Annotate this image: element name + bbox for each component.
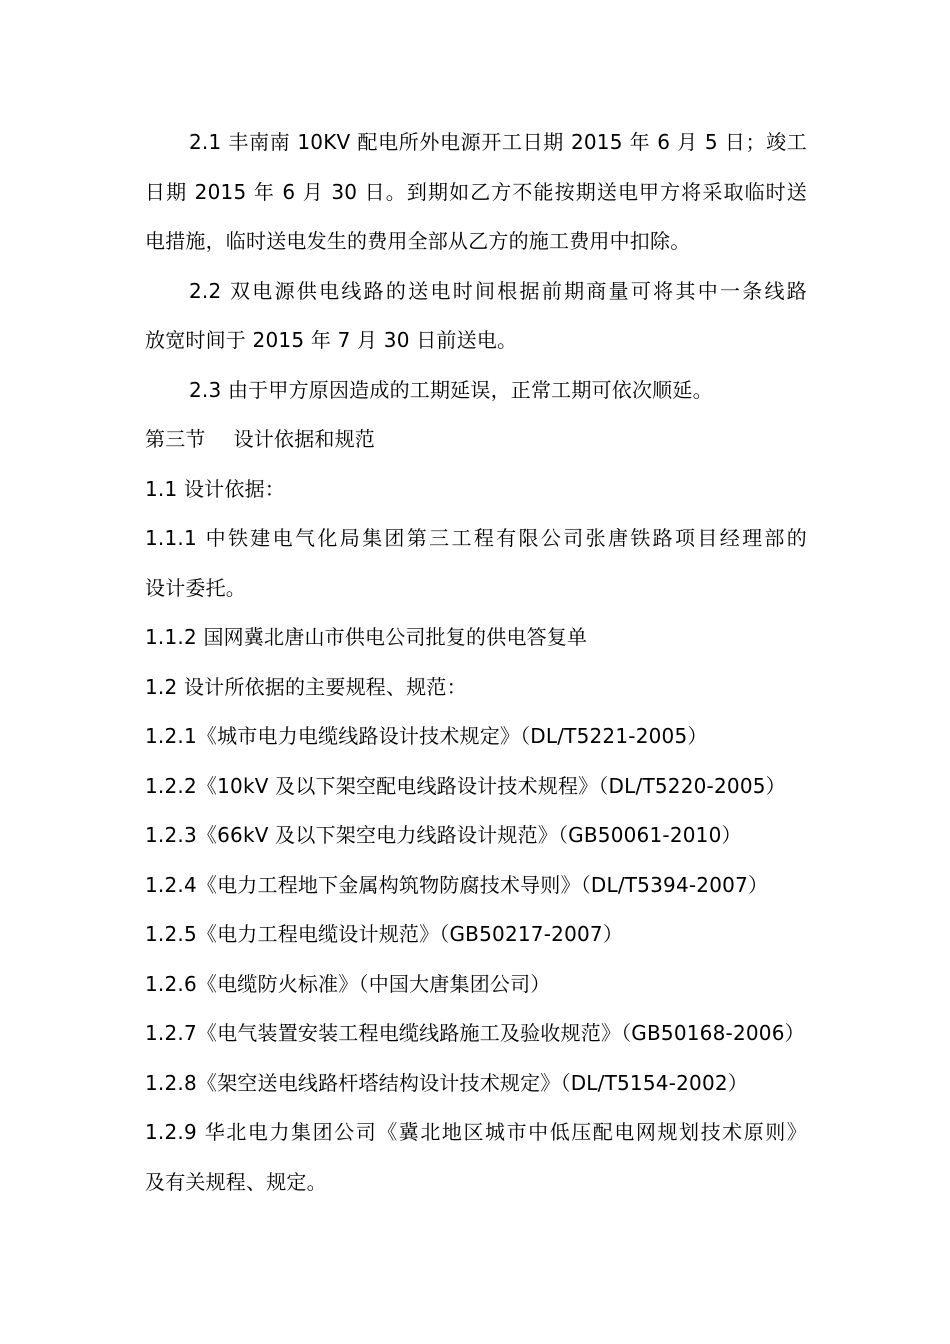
section-title: 设计依据和规范 [233,427,376,451]
paragraph-2-2-line-1: 2.2 双电源供电线路的送电时间根据前期商量可将其中一条线路 [189,278,807,303]
paragraph-2-1-line-1: 2.1 丰南南 10KV 配电所外电源开工日期 2015 年 6 月 5 日；竣工 [189,130,807,154]
paragraph-2-1-line-3: 电措施，临时送电发生的费用全部从乙方的施工费用中扣除。 [145,229,691,253]
item-1-1-1-line-2: 设计委托。 [145,575,246,600]
section-heading [145,415,807,465]
item-1-2-9-line-1: 1.2.9 华北电力集团公司《冀北地区城市中低压配电网规划技术原则》 [145,1120,807,1144]
subheading-1-1: 1.1 设计依据： [145,476,285,501]
item-1-2-2: 1.2.2《10kV 及以下架空配电线路设计技术规程》（DL/T5220-2005） [145,773,786,798]
paragraph-2-3: 2.3 由于甲方原因造成的工期延误，正常工期可依次顺延。 [189,377,713,402]
paragraph-2-2-line-2: 放宽时间于 2015 年 7 月 30 日前送电。 [145,328,518,352]
item-1-2-1: 1.2.1《城市电力电缆线路设计技术规定》（DL/T5221-2005） [145,724,708,748]
item-1-2-3: 1.2.3《66kV 及以下架空电力线路设计规范》（GB50061-2010） [145,823,742,847]
document-body [145,118,807,1207]
item-1-2-8: 1.2.8《架空送电线路杆塔结构设计技术规定》（DL/T5154-2002） [145,1070,748,1095]
subheading-1-2: 1.2 设计所依据的主要规程、规范： [145,674,467,699]
item-1-2-4: 1.2.4《电力工程地下金属构筑物防腐技术导则》（DL/T5394-2007） [145,872,769,897]
item-1-2-5: 1.2.5《电力工程电缆设计规范》（GB50217-2007） [145,922,624,946]
paragraph-2-1-line-2: 日期 2015 年 6 月 30 日。到期如乙方不能按期送电甲方将采取临时送 [145,179,807,204]
item-1-1-2: 1.1.2 国网冀北唐山市供电公司批复的供电答复单 [145,625,588,649]
item-1-2-7: 1.2.7《电气装置安装工程电缆线路施工及验收规范》（GB50168-2006） [145,1021,805,1045]
item-1-1-1-line-1: 1.1.1 中铁建电气化局集团第三工程有限公司张唐铁路项目经理部的 [145,526,807,550]
item-1-2-6: 1.2.6《电缆防火标准》（中国大唐集团公司） [145,971,551,996]
section-number: 第三节 [145,427,206,451]
item-1-2-9-line-2: 及有关规程、规定。 [145,1169,327,1194]
